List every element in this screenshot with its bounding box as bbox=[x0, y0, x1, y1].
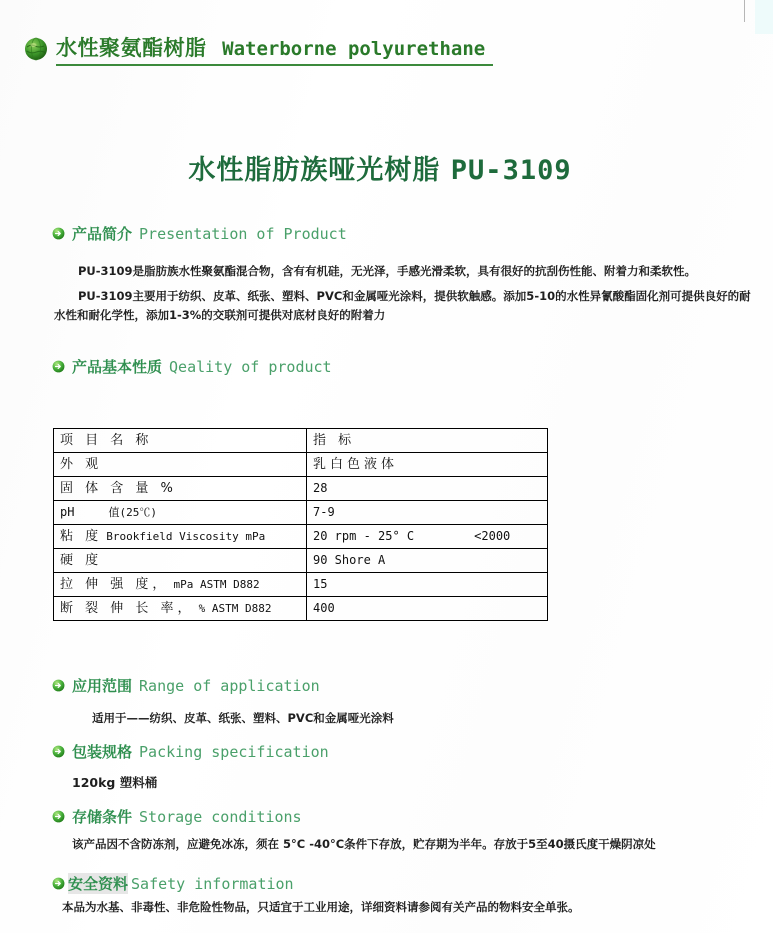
table-cell-name-main: pH bbox=[60, 504, 75, 519]
page-title bbox=[0, 148, 760, 187]
section-heading-safety bbox=[52, 873, 294, 894]
section-heading-storage bbox=[52, 806, 302, 827]
table-cell-value: 乳白色液体 bbox=[307, 453, 548, 477]
section-heading-en: Presentation of Product bbox=[139, 224, 347, 243]
table-cell-name-main: 粘 度 bbox=[60, 528, 103, 544]
section-heading-cn: 包装规格 bbox=[72, 743, 133, 761]
application-body: 适用于——纺织、皮革、纸张、塑料、PVC和金属哑光涂料 bbox=[92, 711, 394, 725]
table-cell-value: 7-9 bbox=[307, 501, 548, 525]
specification-table bbox=[53, 428, 548, 621]
table-cell-name bbox=[54, 573, 307, 597]
header-banner bbox=[24, 32, 493, 66]
table-cell-name-main: 断 裂 伸 长 率， bbox=[60, 600, 195, 616]
table-cell-value-suffix: <2000 bbox=[474, 528, 511, 543]
table-row bbox=[54, 573, 548, 597]
table-cell-name-suffix: 值(25℃) bbox=[108, 505, 157, 519]
section-heading-cn: 存储条件 bbox=[72, 808, 133, 826]
section-heading-cn: 安全资料 bbox=[68, 875, 129, 893]
table-cell-name bbox=[54, 501, 307, 525]
table-cell-name bbox=[54, 597, 307, 621]
table-cell-value: 90 Shore A bbox=[307, 549, 548, 573]
table-cell-value: 400 bbox=[307, 597, 548, 621]
table-cell-value-main: 20 rpm - 25° C bbox=[313, 528, 415, 543]
table-cell-name-suffix: mPa ASTM D882 bbox=[173, 577, 260, 591]
section-heading-en: Range of application bbox=[139, 676, 320, 695]
section-heading-en: Packing specification bbox=[139, 742, 329, 761]
green-arrow-bullet-icon bbox=[52, 810, 65, 823]
table-row bbox=[54, 525, 548, 549]
header-title-cn: 水性聚氨酯树脂 bbox=[56, 36, 207, 60]
section-heading-en: Qeality of product bbox=[169, 357, 332, 376]
table-cell-name: 硬 度 bbox=[54, 549, 307, 573]
table-cell-name-main: 拉 伸 强 度， bbox=[60, 576, 170, 592]
green-arrow-bullet-icon bbox=[52, 745, 65, 758]
green-globe-icon bbox=[24, 37, 48, 61]
table-cell-name bbox=[54, 525, 307, 549]
table-row bbox=[54, 453, 548, 477]
section-heading-cn: 产品简介 bbox=[72, 225, 133, 243]
packing-body: 120kg 塑料桶 bbox=[72, 775, 158, 790]
table-cell-name: 固 体 含 量 % bbox=[54, 477, 307, 501]
table-cell-value: 28 bbox=[307, 477, 548, 501]
presentation-paragraph-2: PU-3109主要用于纺织、皮革、纸张、塑料、PVC和金属哑光涂料，提供软触感。添加5-10的水性异氰酸酯固化剂可提供良好的耐水性和耐化学性，添加1-3%的交联剂可提供对底材良好的附着力 bbox=[54, 289, 751, 322]
safety-body: 本品为水基、非毒性、非危险性物品，只适宜于工业用途，详细资料请参阅有关产品的物料安全单张。 bbox=[62, 900, 580, 914]
table-row bbox=[54, 597, 548, 621]
table-column-header-value: 指 标 bbox=[307, 429, 548, 453]
presentation-paragraph-1: PU-3109是脂肪族水性聚氨酯混合物，含有有机硅，无光泽，手感光滑柔软，具有很好的抗刮伤性能、附着力和柔软性。 bbox=[78, 264, 697, 278]
table-cell-name-suffix: % ASTM D882 bbox=[198, 601, 272, 615]
green-arrow-bullet-icon bbox=[52, 679, 65, 692]
storage-body: 该产品因不含防冻剂，应避免冰冻，须在 5°C -40°C条件下存放，贮存期为半年。存放于5至40摄氏度干燥阴凉处 bbox=[72, 837, 656, 851]
section-heading-packing bbox=[52, 741, 329, 762]
table-header-row bbox=[54, 429, 548, 453]
section-heading-en: Safety information bbox=[131, 874, 294, 893]
table-row bbox=[54, 501, 548, 525]
page-title-code: PU-3109 bbox=[450, 155, 572, 186]
section-heading-presentation bbox=[52, 223, 347, 244]
table-column-header-name: 项 目 名 称 bbox=[54, 429, 307, 453]
section-heading-application bbox=[52, 675, 320, 696]
header-title bbox=[56, 32, 493, 66]
table-row bbox=[54, 549, 548, 573]
green-arrow-bullet-icon bbox=[52, 877, 65, 890]
section-heading-cn: 产品基本性质 bbox=[72, 358, 163, 376]
page-title-cn: 水性脂肪族哑光树脂 bbox=[188, 155, 441, 186]
table-cell-name-suffix: Brookfield Viscosity mPa bbox=[106, 529, 266, 543]
green-arrow-bullet-icon bbox=[52, 227, 65, 240]
header-title-en: Waterborne polyurethane bbox=[222, 38, 486, 60]
table-cell-value bbox=[307, 525, 548, 549]
section-heading-cn: 应用范围 bbox=[72, 677, 133, 695]
section-heading-en: Storage conditions bbox=[139, 807, 302, 826]
table-cell-name: 外 观 bbox=[54, 453, 307, 477]
section-heading-quality bbox=[52, 356, 332, 377]
table-cell-value: 15 bbox=[307, 573, 548, 597]
table-row bbox=[54, 477, 548, 501]
green-arrow-bullet-icon bbox=[52, 360, 65, 373]
